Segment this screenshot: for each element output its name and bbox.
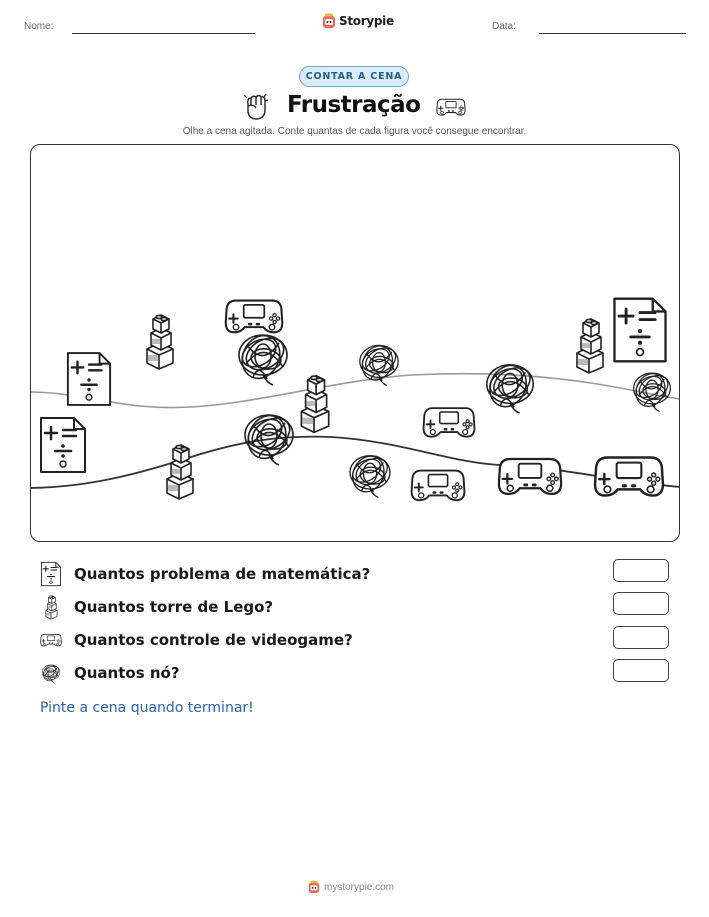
question-row-lego <box>40 594 273 620</box>
instructions: Olhe a cena agitada. Conte quantas de cada figura você consegue encontrar. <box>182 126 527 137</box>
page-title: Frustração <box>287 92 421 118</box>
counting-scene[interactable] <box>30 144 680 542</box>
math-worksheet-icon[interactable] <box>41 418 85 472</box>
answer-box-lego[interactable] <box>613 592 669 615</box>
site-url: mystorypie.com <box>324 881 395 893</box>
math-worksheet-icon[interactable] <box>614 299 665 362</box>
answer-box-controller[interactable] <box>613 626 669 649</box>
lego-tower-icon[interactable] <box>147 315 173 369</box>
site-footer <box>308 880 394 894</box>
storypie-icon <box>308 880 320 894</box>
game-controller-icon[interactable] <box>499 459 561 494</box>
lego-tower-icon[interactable] <box>577 319 603 373</box>
game-controller-icon[interactable] <box>412 471 465 501</box>
question-text: Quantos problema de matemática? <box>74 565 371 583</box>
knot-icon[interactable] <box>235 329 289 385</box>
lego-tower-icon[interactable] <box>167 445 193 499</box>
date-line[interactable] <box>539 33 686 34</box>
question-text: Quantos torre de Lego? <box>74 598 274 616</box>
date-label: Data: <box>492 21 516 32</box>
lego-tower-icon <box>40 594 62 620</box>
question-text: Quantos nó? <box>74 664 180 682</box>
knot-icon <box>40 662 62 684</box>
question-row-math <box>40 561 370 587</box>
storypie-icon <box>322 13 336 29</box>
answer-box-knot[interactable] <box>613 659 669 682</box>
question-text: Quantos controle de videogame? <box>74 631 353 649</box>
game-controller-icon <box>40 629 62 651</box>
brand-name: Storypie <box>339 14 394 28</box>
name-label: Nome: <box>24 21 54 32</box>
lego-tower-icon[interactable] <box>301 376 328 433</box>
game-controller-icon[interactable] <box>226 301 283 333</box>
question-row-controller <box>40 627 353 653</box>
title-controller-icon <box>436 97 466 117</box>
math-worksheet-icon <box>40 561 62 587</box>
question-row-knot <box>40 660 180 686</box>
name-line[interactable] <box>72 33 255 34</box>
math-worksheet-icon[interactable] <box>68 353 110 405</box>
brand-logo <box>322 13 394 29</box>
answer-box-math[interactable] <box>613 559 669 582</box>
activity-badge: CONTAR A CENA <box>299 66 409 87</box>
knot-icon[interactable] <box>631 369 672 412</box>
game-controller-icon[interactable] <box>424 408 475 437</box>
fist-icon <box>242 92 270 122</box>
coloring-note: Pinte a cena quando terminar! <box>40 700 254 716</box>
game-controller-icon[interactable] <box>595 457 663 495</box>
back-hill-line <box>31 374 680 408</box>
knot-icon[interactable] <box>483 359 535 413</box>
knot-icon[interactable] <box>241 409 295 465</box>
knot-icon[interactable] <box>347 451 392 497</box>
